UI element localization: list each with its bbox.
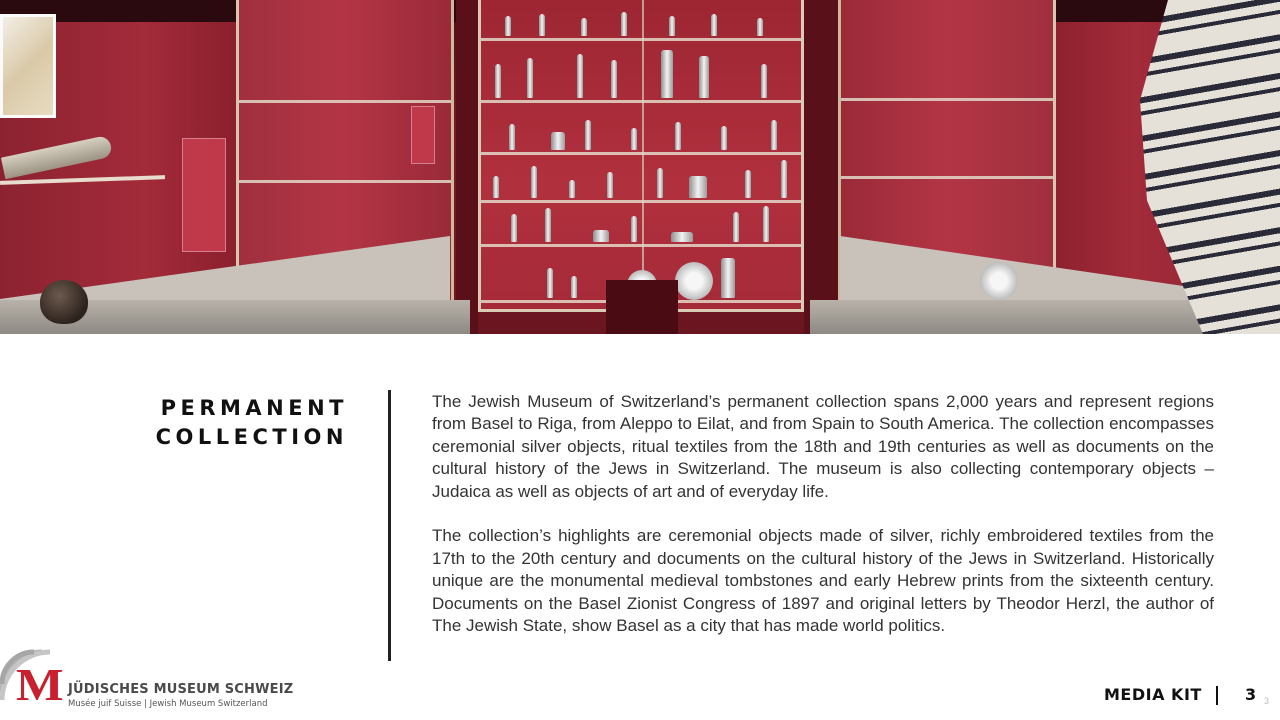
- footer-label: MEDIA KIT: [1104, 685, 1202, 704]
- logo-mark: M: [15, 659, 64, 710]
- footer-separator: [1216, 686, 1218, 705]
- museum-exhibition-photo: [0, 0, 1280, 334]
- silver-plate: [980, 262, 1018, 300]
- info-panel-left: [182, 138, 226, 252]
- logo-name: JÜDISCHES MUSEUM SCHWEIZ: [68, 682, 294, 697]
- footer-page-number: 3: [1245, 685, 1257, 704]
- section-title-line2: COLLECTION: [155, 425, 348, 449]
- vertical-divider: [388, 390, 391, 661]
- paragraph-1: The Jewish Museum of Switzerland’s permanent collection spans 2,000 years and represent regions from Basel to Riga, from Aleppo to Eilat, and from Spain to South America. The collection encompasses ceremonial silver objects, ritual textiles from the 18th and 19th centuries as well as documents on the cultural history of the Jews in Switzerland. The museum is also collecting contemporary objects – Judaica as well as objects of art and of everyday life.: [432, 392, 1214, 501]
- framed-artwork: [0, 14, 56, 118]
- display-pedestal: [606, 280, 678, 334]
- museum-logo: [0, 648, 294, 712]
- paragraph-2: The collection’s highlights are ceremonial objects made of silver, richly embroidered textiles from the 17th to the 20th century and documents on the cultural history of the Jews in Switzerland. Historically unique are the monumental medieval tombstones and early Hebrew prints from the sixteenth century. Documents on the Basel Zionist Congress of 1897 and original letters by Theodor Herzl, the author of The Jewish State, show Basel as a city that has made world politics.: [432, 526, 1214, 636]
- case-frame-left: [456, 0, 478, 334]
- collection-description: [432, 391, 1214, 637]
- slide-number: 3: [1264, 696, 1270, 706]
- logo-subtitle: Musée juif Suisse | Jewish Museum Switzerland: [68, 699, 268, 709]
- case-frame-right: [804, 0, 838, 334]
- covered-bowl: [40, 280, 88, 324]
- central-silver-display-case: [478, 0, 804, 312]
- section-title: [156, 394, 348, 452]
- section-title-line1: PERMANENT: [160, 396, 348, 420]
